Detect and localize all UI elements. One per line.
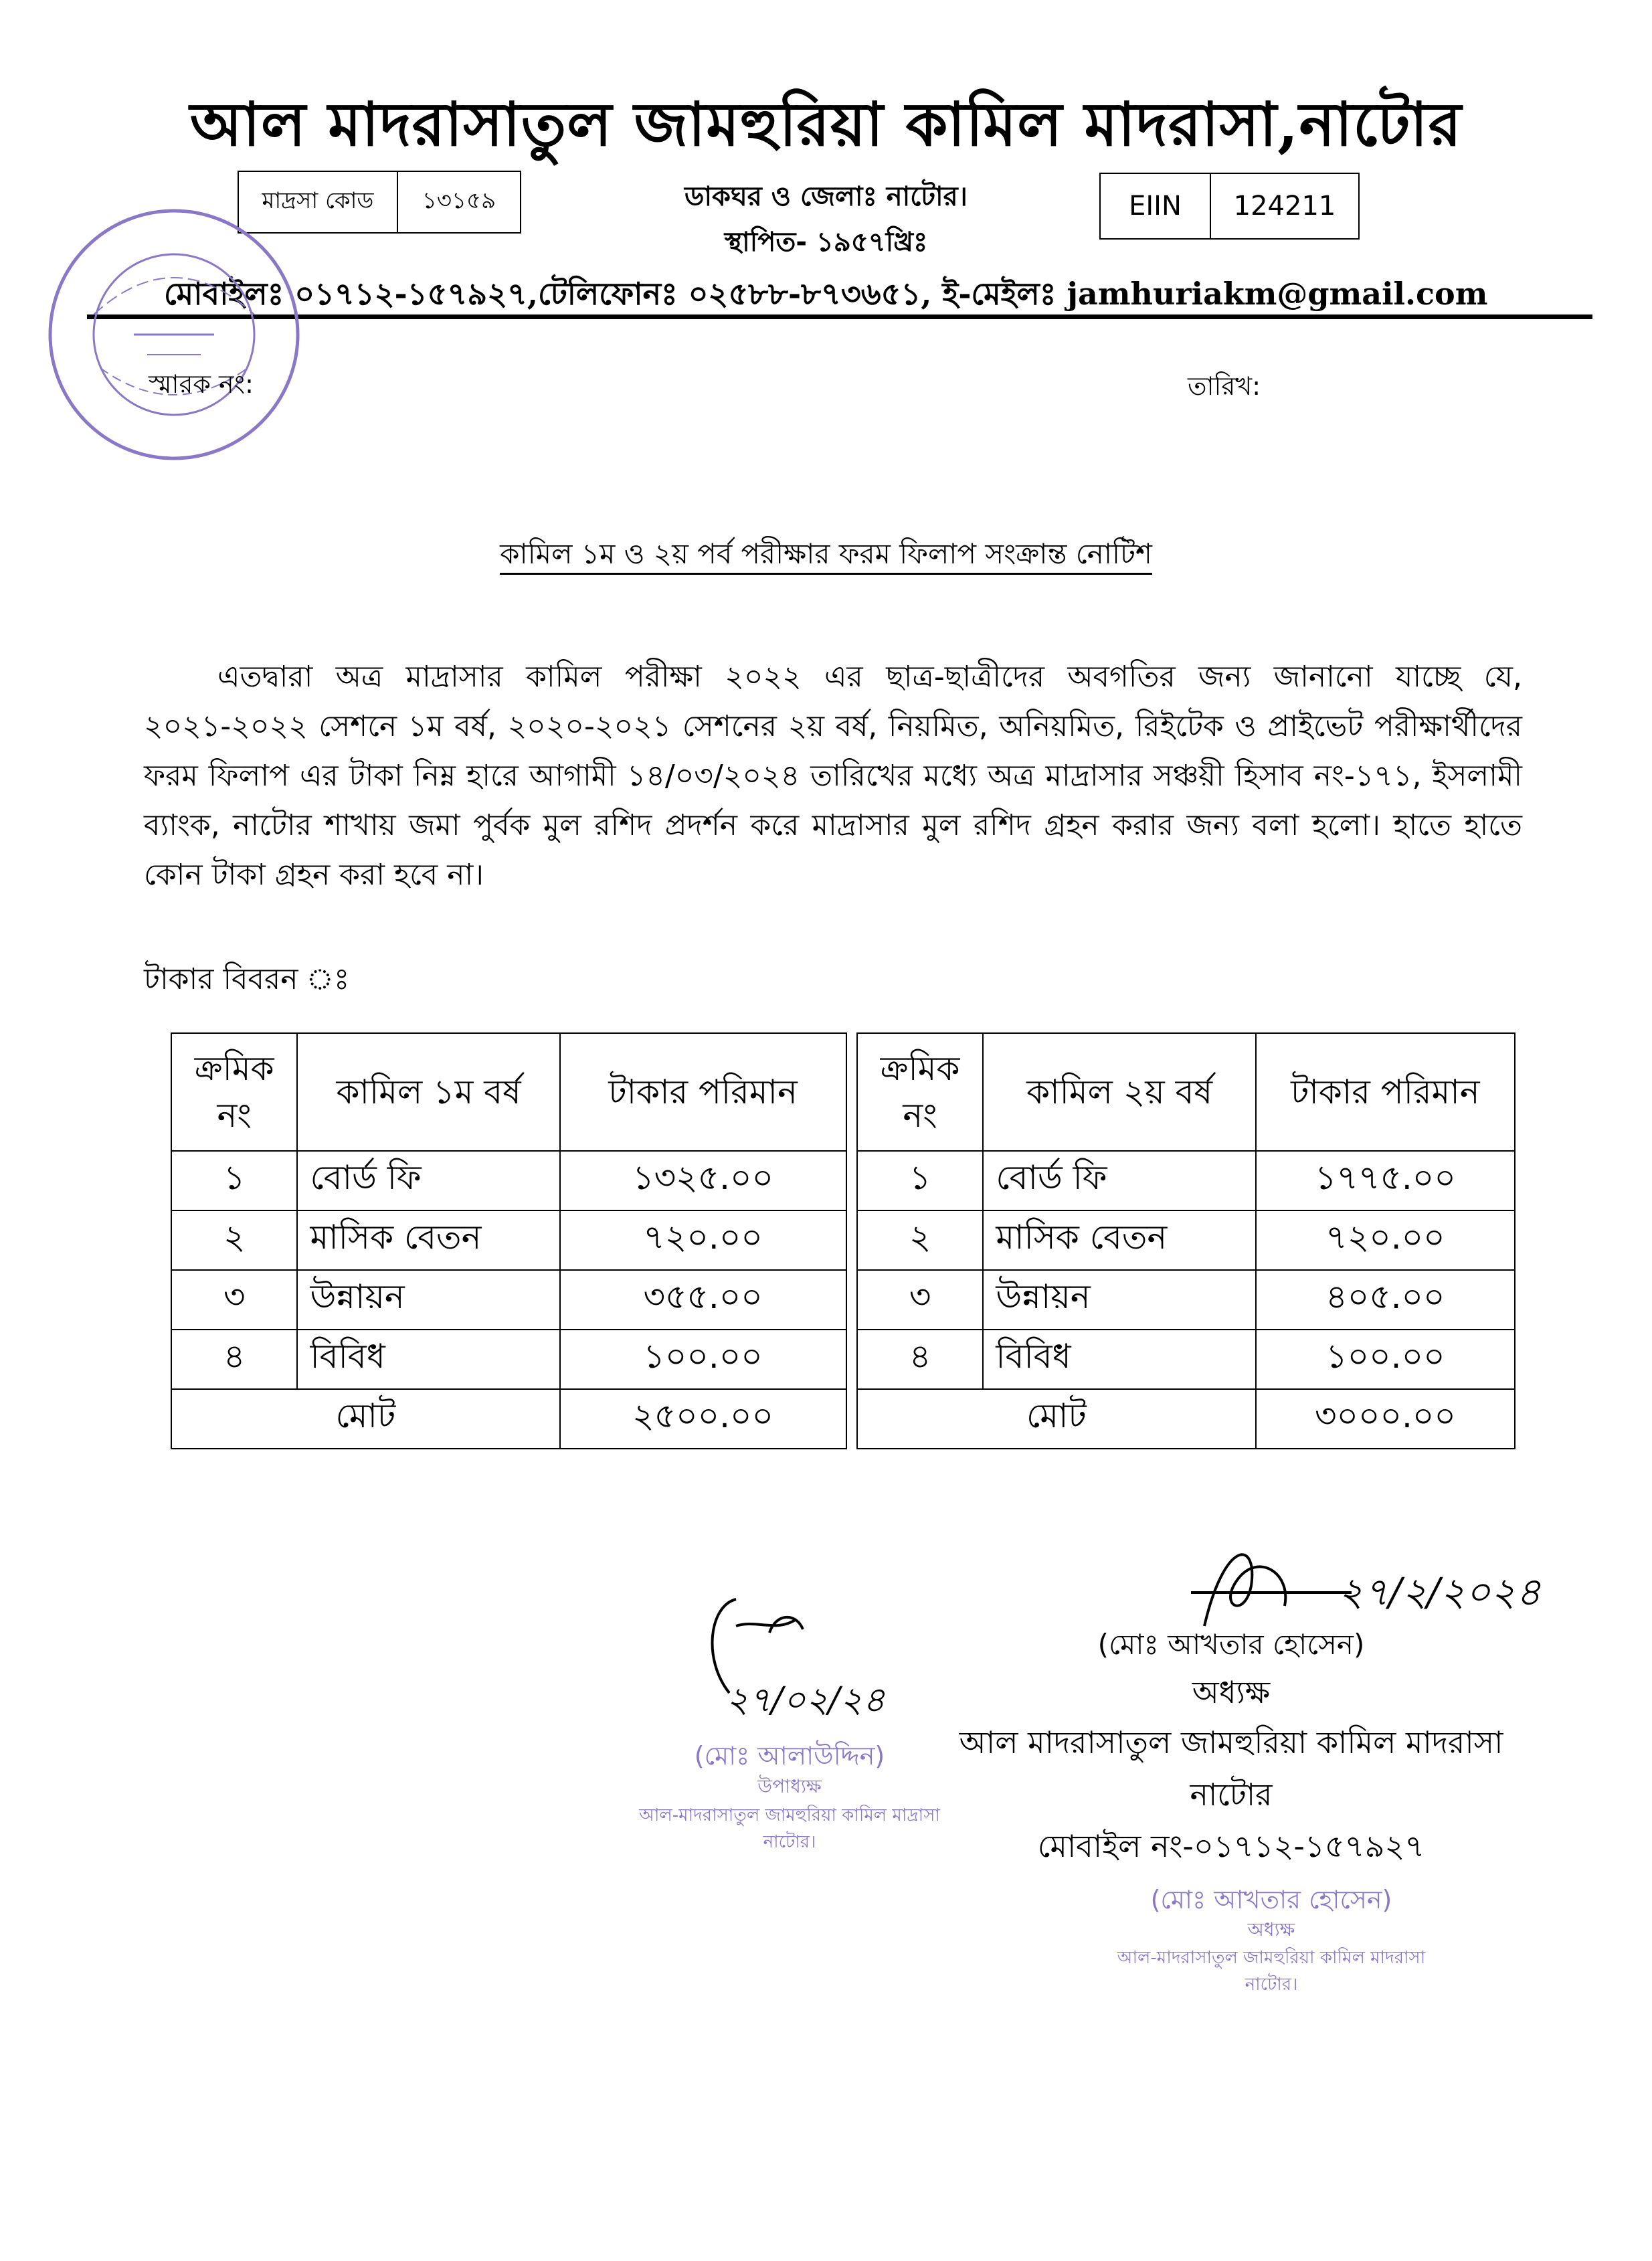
address-line: ডাকঘর ও জেলাঃ নাটোর। — [684, 181, 968, 212]
left-serial-header: ক্রমিক নং — [171, 1033, 297, 1151]
right-amount: ৭২০.০০ — [1256, 1210, 1515, 1270]
vice-principal-stamp-institution: আল-মাদরাসাতুল জামহুরিয়া কামিল মাদ্রাসা — [639, 1805, 940, 1825]
left-total-amount: ২৫০০.০০ — [560, 1389, 846, 1449]
left-item-header: কামিল ১ম বর্ষ — [297, 1033, 559, 1151]
fee-table — [171, 1032, 1516, 1449]
vice-principal-stamp-city: নাটোর। — [763, 1832, 816, 1852]
table-row — [171, 1330, 1515, 1389]
header-divider — [87, 314, 1592, 319]
eiin-value: 124211 — [1210, 174, 1358, 238]
principal-city: নাটোর — [1190, 1777, 1273, 1813]
left-amount: ১৩২৫.০০ — [560, 1151, 846, 1210]
right-item: বোর্ড ফি — [983, 1151, 1256, 1210]
principal-name: (মোঃ আখতার হোসেন) — [1097, 1628, 1365, 1661]
vice-principal-signature-date: ২৭/০২/২৪ — [726, 1680, 885, 1720]
principal-mobile: মোবাইল নং-০১৭১২-১৫৭৯২৭ — [1037, 1828, 1425, 1864]
right-serial: ১ — [857, 1151, 983, 1210]
left-serial: ১ — [171, 1151, 297, 1210]
eiin-label: EIIN — [1129, 191, 1182, 221]
left-amount: ৩৫৫.০০ — [560, 1270, 846, 1330]
right-item: বিবিধ — [983, 1330, 1256, 1389]
fee-details-label: টাকার বিবরন ঃ — [144, 962, 350, 996]
right-item: মাসিক বেতন — [983, 1210, 1256, 1270]
right-serial: ৪ — [857, 1330, 983, 1389]
madrasa-code-label: মাদ্রসা কোড — [262, 187, 374, 214]
institution-title: আল মাদরাসাতুল জামহুরিয়া কামিল মাদরাসা,নাটোর — [189, 89, 1463, 160]
fee-table-header-row — [171, 1033, 1515, 1151]
right-total-label: মোট — [857, 1389, 1256, 1449]
principal-stamp-name: (মোঃ আখতার হোসেন) — [1150, 1885, 1392, 1914]
vice-principal-stamp-name: (মোঃ আলাউদ্দিন) — [694, 1741, 885, 1771]
table-gap — [846, 1151, 857, 1210]
principal-signature-date: ২৭/২/২০২৪ — [1338, 1569, 1541, 1615]
notice-heading-text: কামিল ১ম ও ২য় পর্ব পরীক্ষার ফরম ফিলাপ সংক্রান্ত নোটিশ — [500, 537, 1152, 575]
table-gap — [846, 1270, 857, 1330]
principal-title: অধ্যক্ষ — [1192, 1674, 1271, 1710]
notice-body: এতদ্বারা অত্র মাদ্রাসার কামিল পরীক্ষা ২০২২ এর ছাত্র-ছাত্রীদের অবগতির জন্য জানানো যাচ্ছে যে, ২০২১-২০২২ সেশনে ১ম বর্ষ, ২০২০-২০২১ সেশনের ২য় বর্ষ, নিয়মিত, অনিয়মিত, রিইটেক ও প্রাইভেট পরীক্ষার্থীদের ফরম ফিলাপ এর টাকা নিম্ন হারে আগামী ১৪/০৩/২০২৪ তারিখের মধ্যে অত্র মাদ্রাসার সঞ্চয়ী হিসাব নং-১৭১, ইসলামী ব্যাংক, নাটোর শাখায় জমা পুর্বক মুল রশিদ প্রদর্শন করে মাদ্রাসার মুল রশিদ গ্রহন করার জন্য বলা হলো। হাতে হাতে কোন টাকা গ্রহন করা হবে না। — [144, 660, 1522, 892]
principal-stamp-institution: আল-মাদরাসাতুল জামহুরিয়া কামিল মাদরাসা — [1117, 1948, 1426, 1968]
principal-stamp-title: অধ্যক্ষ — [1247, 1918, 1295, 1940]
left-amount-header: টাকার পরিমান — [560, 1033, 846, 1151]
table-row — [171, 1151, 1515, 1210]
right-item-header: কামিল ২য় বর্ষ — [983, 1033, 1256, 1151]
right-total-amount: ৩০০০.০০ — [1256, 1389, 1515, 1449]
principal-institution: আল মাদরাসাতুল জামহুরিয়া কামিল মাদরাসা — [959, 1724, 1503, 1760]
right-amount: ১০০.০০ — [1256, 1330, 1515, 1389]
left-item: বিবিধ — [297, 1330, 559, 1389]
table-row — [171, 1210, 1515, 1270]
left-serial: ৪ — [171, 1330, 297, 1389]
established-line: স্থাপিত- ১৯৫৭খ্রিঃ — [724, 227, 928, 258]
table-gap — [846, 1330, 857, 1389]
left-serial: ৩ — [171, 1270, 297, 1330]
total-row — [171, 1389, 1515, 1449]
madrasa-code-value: ১৩১৫৯ — [397, 172, 520, 232]
table-gap — [846, 1389, 857, 1449]
right-amount-header: টাকার পরিমান — [1256, 1033, 1515, 1151]
right-serial: ২ — [857, 1210, 983, 1270]
notice-heading — [0, 532, 1652, 579]
left-item: মাসিক বেতন — [297, 1210, 559, 1270]
left-item: উন্নায়ন — [297, 1270, 559, 1330]
vice-principal-stamp-title: উপাধ্যক্ষ — [757, 1775, 822, 1797]
date-label: তারিখ: — [1188, 371, 1261, 401]
right-amount: ১৭৭৫.০০ — [1256, 1151, 1515, 1210]
principal-stamp-city: নাটোর। — [1245, 1975, 1298, 1995]
table-gap — [846, 1210, 857, 1270]
right-amount: ৪০৫.০০ — [1256, 1270, 1515, 1330]
right-serial: ৩ — [857, 1270, 983, 1330]
left-total-label: মোট — [171, 1389, 560, 1449]
memo-number-label: স্মারক নং: — [149, 369, 254, 399]
office-seal-stamp — [40, 201, 308, 468]
left-amount: ৭২০.০০ — [560, 1210, 846, 1270]
table-gap — [846, 1033, 857, 1151]
left-serial: ২ — [171, 1210, 297, 1270]
left-amount: ১০০.০০ — [560, 1330, 846, 1389]
right-serial-header: ক্রমিক নং — [857, 1033, 983, 1151]
left-item: বোর্ড ফি — [297, 1151, 559, 1210]
contact-line: মোবাইলঃ ০১৭১২-১৫৭৯২৭,টেলিফোনঃ ০২৫৮৮-৮৭৩৬৫১, ই-মেইলঃ jamhuriakm@gmail.com — [164, 276, 1488, 312]
table-row — [171, 1270, 1515, 1330]
right-item: উন্নায়ন — [983, 1270, 1256, 1330]
